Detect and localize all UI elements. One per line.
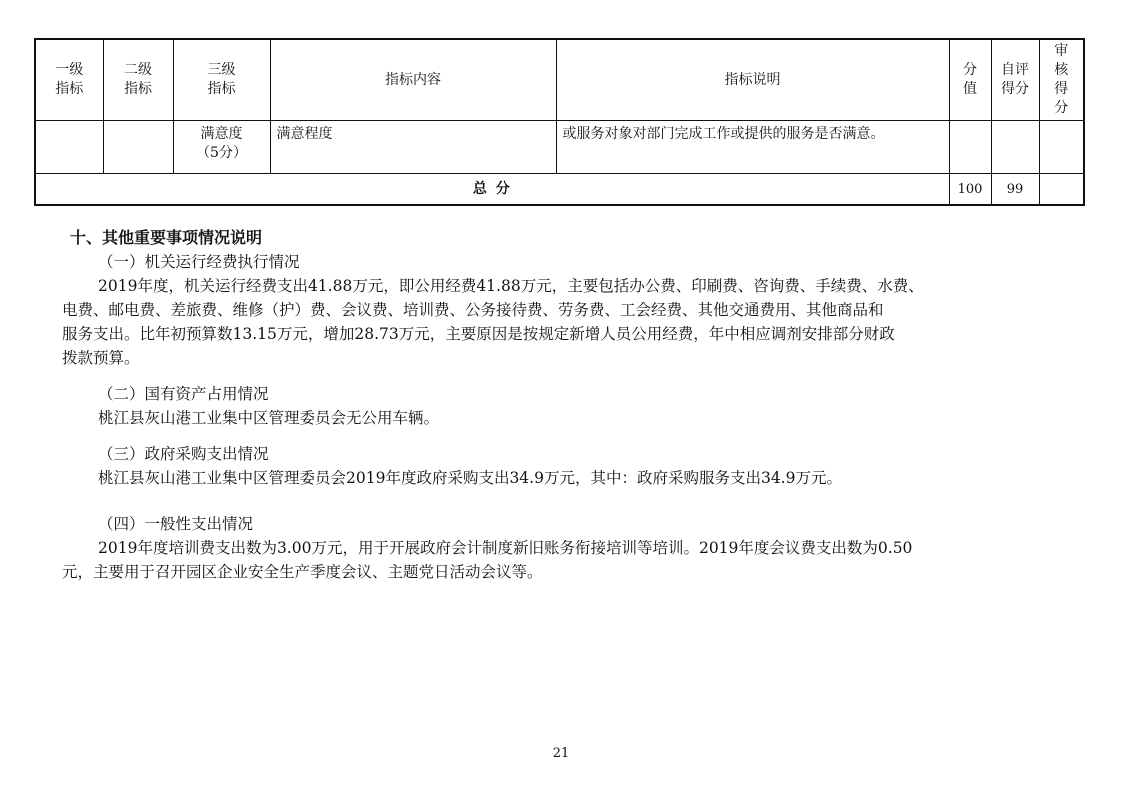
cell-score [949, 121, 991, 174]
header-self-score: 自评得分 [991, 39, 1039, 121]
section-body [62, 226, 1062, 584]
header-level3: 三级指标 [173, 39, 270, 121]
sub1-line1: 2019年度，机关运行经费支出41.88万元，即公用经费41.88万元，主要包括办公费、印刷费、咨询费、手续费、水费、 [98, 277, 924, 295]
sub4-line1: 2019年度培训费支出数为3.00万元，用于开展政府会计制度新旧账务衔接培训等培训。2019年度会议费支出数为0.50 [98, 539, 913, 557]
table-header-row [35, 39, 1084, 121]
total-row [35, 174, 1084, 206]
table-row [35, 121, 1084, 174]
sub1-line2: 电费、邮电费、差旅费、维修（护）费、会议费、培训费、公务接待费、劳务费、工会经费、其他交通费用、其他商品和 [62, 301, 884, 319]
cell-audit-score [1039, 121, 1084, 174]
level3-name: 满意度 [200, 126, 243, 142]
page-number: 21 [552, 746, 570, 761]
sub2-title: （二）国有资产占用情况 [98, 385, 269, 403]
performance-score-table [34, 38, 1085, 206]
cell-level2 [103, 121, 173, 174]
header-level1: 一级指标 [35, 39, 103, 121]
cell-content: 满意程度 [270, 121, 556, 174]
sub3-line1: 桃江县灰山港工业集中区管理委员会2019年度政府采购支出34.9万元，其中：政府采购服务支出34.9万元。 [98, 469, 842, 487]
sub1-line3: 服务支出。比年初预算数13.15万元，增加28.73万元，主要原因是按规定新增人员公用经费，年中相应调剂安排部分财政 [62, 325, 895, 343]
header-description: 指标说明 [556, 39, 949, 121]
total-self-score: 99 [991, 174, 1039, 206]
total-score: 100 [949, 174, 991, 206]
total-label: 总 分 [35, 174, 949, 206]
sub3-title: （三）政府采购支出情况 [98, 445, 269, 463]
header-content: 指标内容 [270, 39, 556, 121]
total-audit-score [1039, 174, 1084, 206]
sub2-line1: 桃江县灰山港工业集中区管理委员会无公用车辆。 [98, 409, 440, 427]
header-level2: 二级指标 [103, 39, 173, 121]
header-score: 分值 [949, 39, 991, 121]
cell-self-score [991, 121, 1039, 174]
level3-points: （5分） [196, 145, 247, 161]
header-audit-score: 审核得分 [1039, 39, 1084, 121]
section-title: 十、其他重要事项情况说明 [70, 228, 263, 247]
cell-description: 或服务对象对部门完成工作或提供的服务是否满意。 [556, 121, 949, 174]
sub4-title: （四）一般性支出情况 [98, 515, 254, 533]
cell-level1 [35, 121, 103, 174]
sub1-title: （一）机关运行经费执行情况 [98, 253, 300, 271]
sub4-line2: 元，主要用于召开园区企业安全生产季度会议、主题党日活动会议等。 [62, 563, 543, 581]
sub1-line4: 拨款预算。 [62, 349, 140, 367]
cell-level3 [173, 121, 270, 174]
